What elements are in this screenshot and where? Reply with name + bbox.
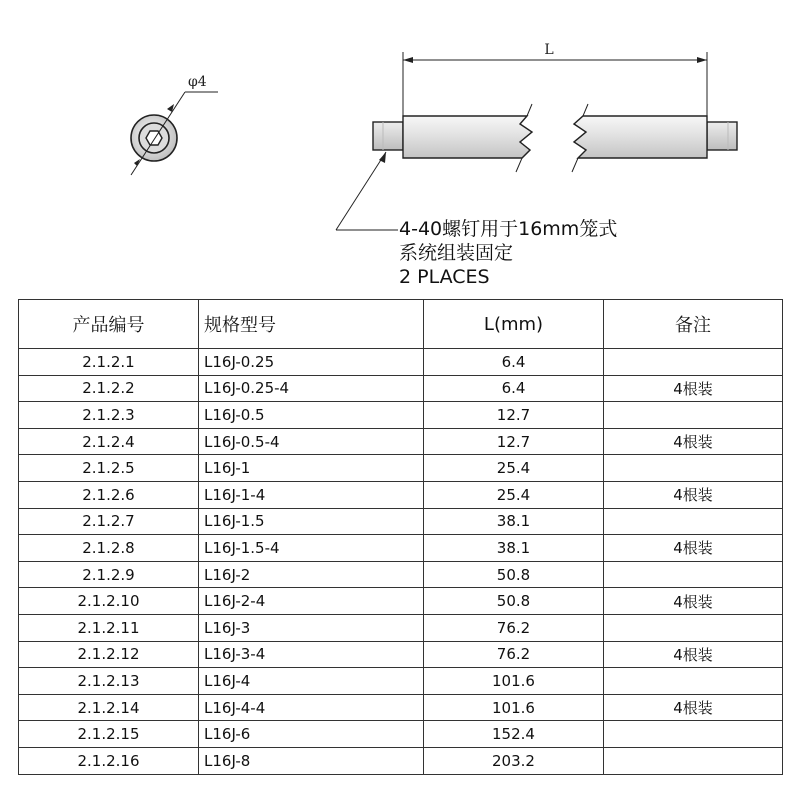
length-cell: 76.2	[424, 641, 604, 668]
model-cell: L16J-4	[199, 668, 424, 695]
length-cell: 25.4	[424, 455, 604, 482]
table-row	[19, 402, 783, 429]
remark-cell	[604, 349, 783, 376]
header-model: 规格型号	[199, 300, 424, 349]
length-label: L	[544, 42, 554, 58]
length-cell: 38.1	[424, 508, 604, 535]
product-code-cell: 2.1.2.1	[19, 349, 199, 376]
product-code-cell: 2.1.2.9	[19, 561, 199, 588]
length-cell: 203.2	[424, 747, 604, 774]
remark-cell	[604, 614, 783, 641]
remark-cell: 4根装	[604, 428, 783, 455]
remark-cell	[604, 561, 783, 588]
model-cell: L16J-8	[199, 747, 424, 774]
product-code-cell: 2.1.2.4	[19, 428, 199, 455]
product-code-cell: 2.1.2.6	[19, 481, 199, 508]
note-line-2: 系统组装固定	[399, 242, 514, 264]
remark-cell: 4根装	[604, 481, 783, 508]
length-cell: 38.1	[424, 535, 604, 562]
length-cell: 25.4	[424, 481, 604, 508]
header-length: L(mm)	[424, 300, 604, 349]
table-row	[19, 375, 783, 402]
product-code-cell: 2.1.2.14	[19, 694, 199, 721]
product-code-cell: 2.1.2.5	[19, 455, 199, 482]
remark-cell: 4根装	[604, 641, 783, 668]
remark-cell: 4根装	[604, 535, 783, 562]
remark-cell: 4根装	[604, 588, 783, 615]
table-row	[19, 588, 783, 615]
product-code-cell: 2.1.2.7	[19, 508, 199, 535]
header-remark: 备注	[604, 300, 783, 349]
model-cell: L16J-2	[199, 561, 424, 588]
product-code-cell: 2.1.2.16	[19, 747, 199, 774]
remark-cell	[604, 508, 783, 535]
model-cell: L16J-6	[199, 721, 424, 748]
table-row	[19, 481, 783, 508]
table-row	[19, 614, 783, 641]
diameter-label: φ4	[188, 74, 207, 90]
model-cell: L16J-0.25	[199, 349, 424, 376]
remark-cell	[604, 455, 783, 482]
model-cell: L16J-1.5-4	[199, 535, 424, 562]
break-lines	[516, 104, 588, 172]
length-cell: 6.4	[424, 349, 604, 376]
length-cell: 76.2	[424, 614, 604, 641]
product-code-cell: 2.1.2.13	[19, 668, 199, 695]
rod-end-view	[131, 115, 177, 161]
remark-cell	[604, 721, 783, 748]
model-cell: L16J-0.5-4	[199, 428, 424, 455]
header-product-code: 产品编号	[19, 300, 199, 349]
table-header-row	[19, 300, 783, 349]
spec-table	[18, 299, 783, 775]
table-row	[19, 508, 783, 535]
note-line-3: 2 PLACES	[399, 266, 490, 288]
length-dimension	[403, 52, 707, 118]
table-body	[19, 349, 783, 775]
table-row	[19, 349, 783, 376]
table-row	[19, 668, 783, 695]
length-cell: 101.6	[424, 694, 604, 721]
remark-cell: 4根装	[604, 694, 783, 721]
length-cell: 152.4	[424, 721, 604, 748]
length-cell: 12.7	[424, 428, 604, 455]
model-cell: L16J-1	[199, 455, 424, 482]
model-cell: L16J-2-4	[199, 588, 424, 615]
length-cell: 101.6	[424, 668, 604, 695]
table-row	[19, 561, 783, 588]
product-code-cell: 2.1.2.11	[19, 614, 199, 641]
model-cell: L16J-1-4	[199, 481, 424, 508]
model-cell: L16J-0.25-4	[199, 375, 424, 402]
assembly-note	[399, 217, 617, 289]
table-row	[19, 721, 783, 748]
rod-side-view	[373, 116, 737, 158]
table-row	[19, 455, 783, 482]
remark-cell: 4根装	[604, 375, 783, 402]
length-cell: 6.4	[424, 375, 604, 402]
length-cell: 50.8	[424, 561, 604, 588]
table-row	[19, 641, 783, 668]
product-code-cell: 2.1.2.10	[19, 588, 199, 615]
table-row	[19, 694, 783, 721]
table-row	[19, 747, 783, 774]
length-cell: 12.7	[424, 402, 604, 429]
model-cell: L16J-3-4	[199, 641, 424, 668]
model-cell: L16J-4-4	[199, 694, 424, 721]
product-code-cell: 2.1.2.12	[19, 641, 199, 668]
product-code-cell: 2.1.2.2	[19, 375, 199, 402]
remark-cell	[604, 402, 783, 429]
table-row	[19, 428, 783, 455]
length-cell: 50.8	[424, 588, 604, 615]
remark-cell	[604, 668, 783, 695]
note-line-1: 4-40螺钉用于16mm笼式	[399, 218, 618, 240]
product-code-cell: 2.1.2.8	[19, 535, 199, 562]
product-code-cell: 2.1.2.3	[19, 402, 199, 429]
product-code-cell: 2.1.2.15	[19, 721, 199, 748]
model-cell: L16J-0.5	[199, 402, 424, 429]
model-cell: L16J-1.5	[199, 508, 424, 535]
note-leader	[336, 152, 398, 230]
remark-cell	[604, 747, 783, 774]
table-row	[19, 535, 783, 562]
model-cell: L16J-3	[199, 614, 424, 641]
